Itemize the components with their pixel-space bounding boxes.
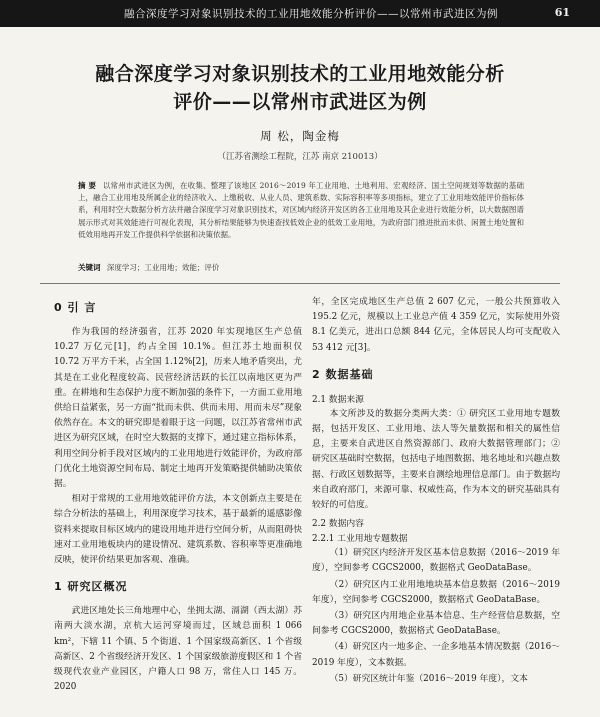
- running-header: [0, 0, 600, 27]
- paper-title-line-1: 融合深度学习对象识别技术的工业用地效能分析: [95, 63, 505, 85]
- keywords-label: 关键词: [78, 263, 101, 272]
- study-area-paragraph: 武进区地处长三角地理中心，坐拥太湖、滆湖（西太湖）苏南两大淡水湖，京杭大运河穿境而过，区域总面积 1 066 km²，下辖 11 个镇、5 个街道、1 个国家级高新区、1 个省级高新区、2 个省级经济开发区、1 个国家级旅游度假区和 1 个省级现代农业产业园区，户籍人口 98 万，常住人口 145 万。2020: [54, 606, 302, 693]
- data-list-item: （3）研究区内用地企业基本信息、生产经营信息数据，空间参考 CGCS2000，数据格式 GeoDataBase。: [312, 611, 560, 637]
- subsubsection-industrial-data-heading: 2.2.1 工业用地专题数据: [312, 534, 408, 545]
- data-source-paragraph: 本文所涉及的数据分类两大类：① 研究区工业用地专题数据，包括开发区、工业用地、法人等矢量数据和相关的属性信息，主要来自武进区自然资源部门、政府大数据管理部门；② 研究区基础时空数据，包括电子地图数据、地名地址和兴趣点数据、行政区划数据等，主要来自测绘地理信息部门。由于数据均来自政府部门，来源可靠、权威性高，作为本文的研究基础具有较好的可信度。: [312, 408, 560, 511]
- section-study-area-heading: 1 研究区概况: [54, 580, 128, 594]
- abstract-text: 以常州市武进区为例，在收集、整理了该地区 2016～2019 年工业用地、土地利用、宏观经济、国土空间规划等数据的基础上，融合工业用地及所属企业的经济收入、上缴税收、从业人员、建筑系数、实际容积率等多项指标，建立了工业用地效能评价指标体系，利用时空大数据分析方法并融合深度学习对象识别技术，对区域内经济开发区的各工业用地及其企业进行效能分析，以大数据图谱展示形式对其效能进行可视化表现，其分析结果能够为快速查找低效企业的低效工业用地，为政府部门推进批而未供、闲置土地处置和低效用地再开发工作提供科学依据和决策依据。: [78, 181, 524, 239]
- abstract-label: 摘 要: [78, 181, 97, 190]
- divider: [40, 283, 560, 284]
- subsection-data-content-heading: 2.2 数据内容: [312, 519, 364, 530]
- intro-paragraph-1: 作为我国的经济强省，江苏 2020 年实现地区生产总值 10.27 万亿元[1]，约占全国 10.1%。但江苏土地面积仅 10.72 万平方千米，占全国 1.12%[2]，历来人地矛盾突出，尤其是在工业化程度较高、民营经济活跃的长江以南地区更为严重。在耕地和生态保护力度不断加强的条件下，一方面工业用地供给日益紧张，另一方面“批而未供、供而未用、用而未尽”现象依然存在。本文的研究即是着眼于这一问题，以江苏省常州市武进区为研究区域，在时空大数据的支撑下，通过建立指标体系，利用空间分析手段对区域内的工业用地进行效能评价，为政府部门优化土地资源空间布局、制定土地再开发策略提供辅助决策依据。: [54, 327, 302, 490]
- data-list-item: （2）研究区内工业用地地块基本信息数据（2016～2019 年度），空间参考 CGCS2000，数据格式 GeoDataBase。: [312, 579, 560, 605]
- affiliation: （江苏省测绘工程院，江苏 南京 210013）: [217, 152, 383, 162]
- section-data-heading: 2 数据基础: [312, 367, 374, 381]
- page-number: 61: [554, 6, 570, 19]
- paper-title-line-2: 评价——以常州市武进区为例: [173, 91, 427, 113]
- running-title: 融合深度学习对象识别技术的工业用地效能分析评价——以常州市武进区为例: [124, 8, 498, 20]
- keywords: [78, 262, 524, 273]
- data-list-item: （5）研究区统计年鉴（2016～2019 年度），文本: [329, 673, 528, 684]
- subsection-data-source-heading: 2.1 数据来源: [312, 394, 364, 405]
- study-area-continued: 年，全区完成地区生产总值 2 607 亿元，一般公共预算收入 195.2 亿元，规模以上工业总产值 4 359 亿元，实际使用外资 8.1 亿美元，进出口总额 844 亿元，全体居民人均可支配收入 53 412 元[3]。: [312, 297, 560, 353]
- keywords-text: 深度学习；工业用地；效能；评价: [106, 263, 220, 272]
- intro-paragraph-2: 相对于常规的工业用地效能评价方法，本文创新点主要是在综合分析法的基础上，利用深度学习技术，基于最新的遥感影像资料来提取目标区域内的建设用地并进行空间分析，从而阻碍快速对工业用地板块内的建设情况、建筑系数、容积率等更准确地反映，使评价结果更加客观、准确。: [54, 494, 302, 566]
- left-column: [54, 295, 302, 717]
- abstract: [78, 180, 524, 241]
- data-list-item: （1）研究区内经济开发区基本信息数据（2016～2019 年度），空间参考 CGCS2000，数据格式 GeoDataBase。: [312, 548, 560, 574]
- authors: 周 松，陶金梅: [260, 129, 340, 143]
- right-column: [312, 295, 560, 717]
- data-list-item: （4）研究区内一地多企、一企多地基本情况数据（2016～2019 年度），文本数据。: [312, 642, 560, 668]
- section-introduction-heading: 0 引 言: [54, 301, 97, 314]
